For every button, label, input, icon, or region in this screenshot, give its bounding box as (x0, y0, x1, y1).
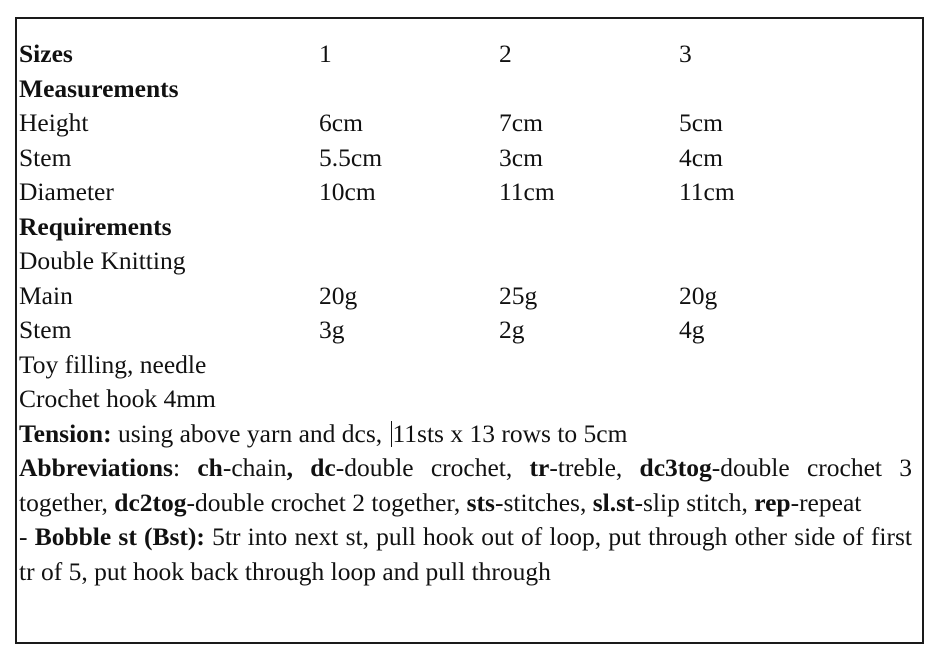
measurements-heading: Measurements (19, 73, 179, 103)
row-value-size-1: 10cm (319, 177, 376, 206)
abbr-term: dc (310, 453, 336, 482)
abbr-meaning: -double crochet 2 together (186, 487, 454, 517)
abbr-term: sts (466, 487, 495, 517)
row-value-size-1: 6cm (319, 108, 363, 137)
abbr-term: rep (754, 487, 791, 517)
row-value-size-2: 25g (499, 280, 538, 310)
row-label: Double Knitting (19, 246, 186, 275)
abbr-term: dc2tog (114, 487, 187, 517)
sizes-row (19, 37, 912, 72)
row-label: Diameter (19, 177, 114, 206)
sizes-label: Sizes (19, 39, 73, 68)
requirement-row-stem (19, 313, 912, 348)
size-3: 3 (679, 39, 692, 68)
row-value-size-1: 3g (319, 315, 345, 344)
bobble-paragraph (19, 520, 912, 589)
row-value-size-2: 2g (499, 315, 525, 344)
measurements-heading-row (19, 72, 912, 107)
measurement-row-stem (19, 141, 912, 176)
row-value-size-2: 11cm (499, 177, 555, 206)
size-2: 2 (499, 39, 512, 68)
tension-text-after: 11sts x 13 rows to 5cm (392, 418, 628, 448)
requirement-row-main (19, 279, 912, 314)
abbr-meaning: -double crochet 3 together (19, 453, 912, 517)
abbreviations-paragraph: Abbreviations: ch-chain, dc-double crochet, tr-treble, dc3tog-double crochet 3 together, dc2tog-double crochet 2 together, sts-stitches, sl.st-slip stitch, rep-repeat (19, 453, 912, 517)
row-value-size-3: 4g (679, 315, 705, 344)
row-label: Height (19, 108, 89, 137)
requirements-heading: Requirements (19, 211, 172, 241)
pattern-content (19, 37, 912, 589)
text-cursor (391, 421, 392, 447)
abbreviations-label: Abbreviations (19, 453, 173, 482)
abbr-meaning: -stitches (494, 487, 580, 517)
row-value-size-3: 4cm (679, 142, 723, 172)
abbr-term: dc3tog (639, 453, 712, 482)
abbr-meaning: -repeat (790, 487, 862, 517)
row-value-size-1: 5.5cm (319, 142, 383, 172)
row-label: Stem (19, 315, 72, 344)
row-value-size-3: 20g (679, 280, 718, 310)
note-crochet-hook (19, 382, 912, 417)
row-label: Main (19, 280, 73, 310)
row-value-size-2: 3cm (499, 142, 543, 172)
row-value-size-2: 7cm (499, 108, 543, 137)
measurement-row-diameter (19, 175, 912, 210)
abbr-term: tr (529, 453, 550, 482)
row-value-size-3: 11cm (679, 177, 735, 206)
row-value-size-1: 20g (319, 280, 358, 310)
size-1: 1 (319, 39, 332, 68)
bobble-prefix: - (19, 522, 35, 551)
tension-label: Tension: (19, 418, 112, 448)
row-label: Stem (19, 142, 72, 172)
abbr-meaning: -treble (549, 453, 616, 482)
note-text: Crochet hook 4mm (19, 384, 216, 413)
abbr-term: sl.st (592, 487, 635, 517)
bobble-label: Bobble st (Bst): (34, 522, 205, 551)
abbr-meaning: -chain (222, 453, 287, 482)
abbr-meaning: -slip stitch (634, 487, 742, 517)
bobble-text: 5tr into next st, pull hook out of loop, put through other side of first tr of 5, put hook back through loop and pull through (19, 522, 912, 586)
abbr-term: ch (197, 453, 223, 482)
requirements-heading-row (19, 210, 912, 245)
note-toy-filling (19, 348, 912, 383)
tension-text-before: using above yarn and dcs, (111, 418, 389, 448)
measurement-row-height (19, 106, 912, 141)
note-text: Toy filling, needle (19, 349, 207, 379)
row-value-size-3: 5cm (679, 108, 723, 137)
abbr-meaning: -double crochet (335, 453, 506, 482)
requirement-row-double-knitting (19, 244, 912, 279)
tension-line (19, 417, 912, 452)
